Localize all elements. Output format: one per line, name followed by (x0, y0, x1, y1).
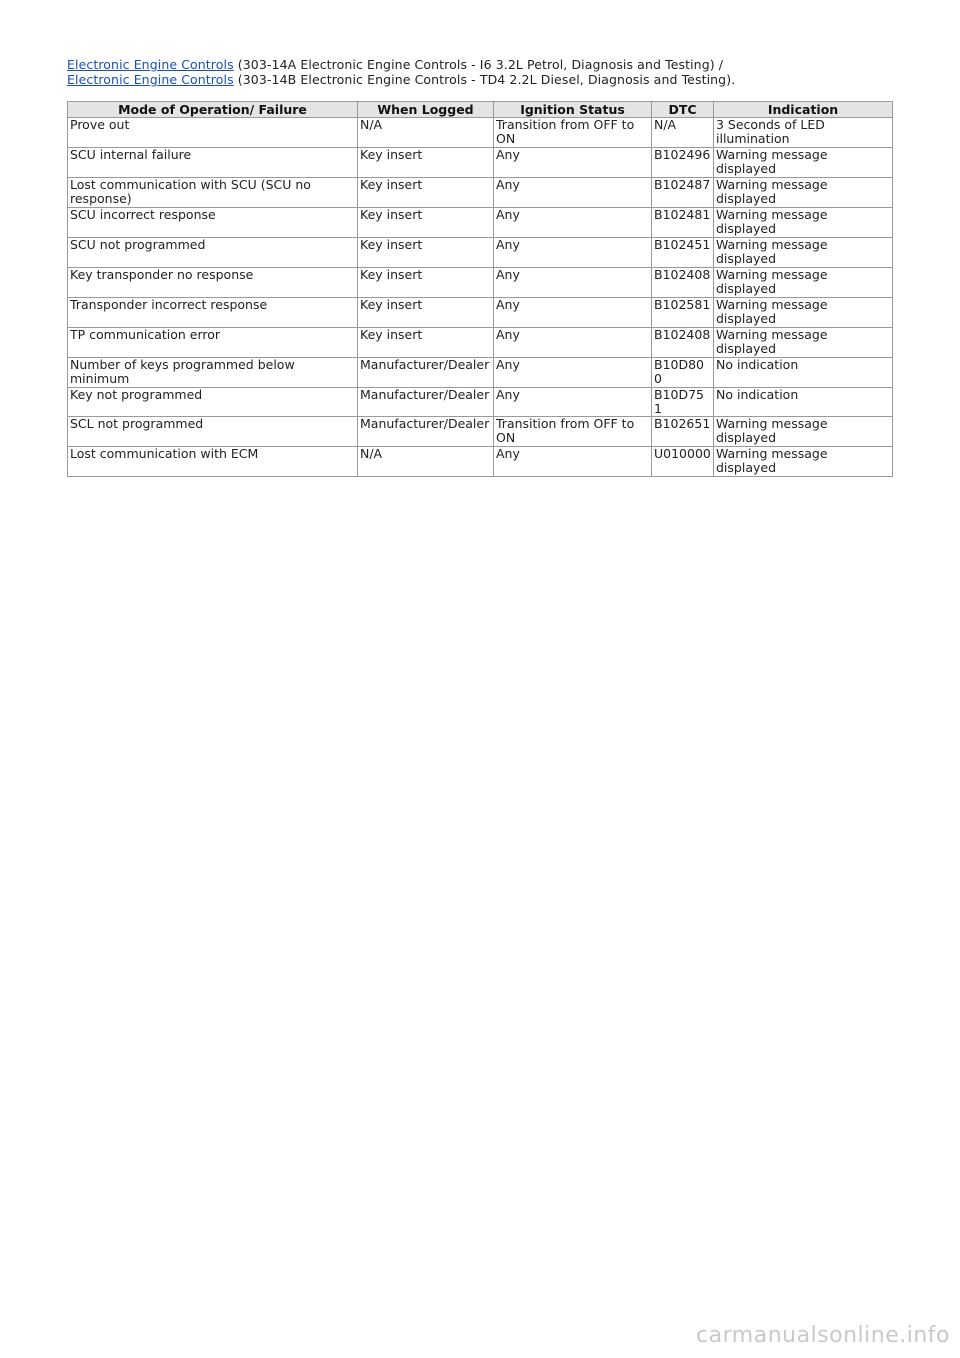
cell-indication: No indication (714, 358, 893, 388)
table-row (68, 208, 893, 238)
cell-when-logged: Key insert (358, 268, 494, 298)
cell-when-logged: Key insert (358, 208, 494, 238)
cell-ignition-status: Any (494, 148, 652, 178)
intro-paragraph (67, 57, 897, 87)
cell-ignition-status: Any (494, 388, 652, 417)
cell-ignition-status: Any (494, 178, 652, 208)
header-dtc: DTC (652, 102, 714, 118)
cell-when-logged: Manufacturer/Dealer (358, 417, 494, 447)
cell-dtc: B102487 (652, 178, 714, 208)
cell-ignition-status: Any (494, 328, 652, 358)
watermark: carmanualsonline.info (696, 1323, 950, 1348)
cell-dtc: B102408 (652, 268, 714, 298)
cell-dtc: B102481 (652, 208, 714, 238)
header-mode-of-operation: Mode of Operation/ Failure (68, 102, 358, 118)
cell-mode: Lost communication with ECM (68, 447, 358, 477)
cell-ignition-status: Transition from OFF to ON (494, 417, 652, 447)
cell-mode: Key transponder no response (68, 268, 358, 298)
cell-when-logged: Key insert (358, 148, 494, 178)
cell-ignition-status: Any (494, 268, 652, 298)
cell-indication: Warning message displayed (714, 178, 893, 208)
link-electronic-engine-controls-14a[interactable]: Electronic Engine Controls (67, 57, 234, 72)
cell-dtc: B10D751 (652, 388, 714, 417)
table-row (68, 447, 893, 477)
table-header-row (68, 102, 893, 118)
cell-when-logged: Key insert (358, 238, 494, 268)
header-indication: Indication (714, 102, 893, 118)
cell-dtc: B102496 (652, 148, 714, 178)
cell-indication: Warning message displayed (714, 238, 893, 268)
cell-mode: Number of keys programmed below minimum (68, 358, 358, 388)
table-row (68, 118, 893, 148)
cell-dtc: B10D800 (652, 358, 714, 388)
cell-indication: Warning message displayed (714, 268, 893, 298)
table-row (68, 298, 893, 328)
cell-mode: SCU internal failure (68, 148, 358, 178)
cell-indication: Warning message displayed (714, 298, 893, 328)
cell-ignition-status: Any (494, 208, 652, 238)
dtc-table (67, 101, 893, 477)
intro-text-14a: (303-14A Electronic Engine Controls - I6 3.2L Petrol, Diagnosis and Testing) / (233, 57, 724, 72)
table-row (68, 238, 893, 268)
cell-when-logged: N/A (358, 447, 494, 477)
cell-indication: Warning message displayed (714, 328, 893, 358)
table-row (68, 148, 893, 178)
cell-ignition-status: Any (494, 238, 652, 268)
cell-dtc: N/A (652, 118, 714, 148)
cell-mode: SCL not programmed (68, 417, 358, 447)
cell-dtc: B102451 (652, 238, 714, 268)
cell-indication: Warning message displayed (714, 208, 893, 238)
cell-when-logged: Key insert (358, 298, 494, 328)
table-row (68, 388, 893, 417)
cell-when-logged: Key insert (358, 328, 494, 358)
cell-dtc: B102408 (652, 328, 714, 358)
cell-indication: 3 Seconds of LED illumination (714, 118, 893, 148)
cell-when-logged: Manufacturer/Dealer (358, 358, 494, 388)
header-when-logged: When Logged (358, 102, 494, 118)
cell-mode: TP communication error (68, 328, 358, 358)
cell-mode: Key not programmed (68, 388, 358, 417)
cell-indication: No indication (714, 388, 893, 417)
intro-text-14b: (303-14B Electronic Engine Controls - TD4 2.2L Diesel, Diagnosis and Testing). (233, 72, 736, 87)
cell-indication: Warning message displayed (714, 417, 893, 447)
cell-mode: SCU not programmed (68, 238, 358, 268)
cell-ignition-status: Any (494, 298, 652, 328)
table-row (68, 417, 893, 447)
table-row (68, 328, 893, 358)
table-row (68, 178, 893, 208)
cell-dtc: B102651 (652, 417, 714, 447)
cell-ignition-status: Transition from OFF to ON (494, 118, 652, 148)
cell-ignition-status: Any (494, 447, 652, 477)
cell-mode: Prove out (68, 118, 358, 148)
table-row (68, 268, 893, 298)
table-row (68, 358, 893, 388)
cell-indication: Warning message displayed (714, 148, 893, 178)
header-ignition-status: Ignition Status (494, 102, 652, 118)
cell-dtc: B102581 (652, 298, 714, 328)
cell-mode: SCU incorrect response (68, 208, 358, 238)
cell-mode: Lost communication with SCU (SCU no response) (68, 178, 358, 208)
link-electronic-engine-controls-14b[interactable]: Electronic Engine Controls (67, 72, 234, 87)
cell-dtc: U010000 (652, 447, 714, 477)
cell-ignition-status: Any (494, 358, 652, 388)
cell-mode: Transponder incorrect response (68, 298, 358, 328)
cell-indication: Warning message displayed (714, 447, 893, 477)
cell-when-logged: Key insert (358, 178, 494, 208)
cell-when-logged: Manufacturer/Dealer (358, 388, 494, 417)
cell-when-logged: N/A (358, 118, 494, 148)
